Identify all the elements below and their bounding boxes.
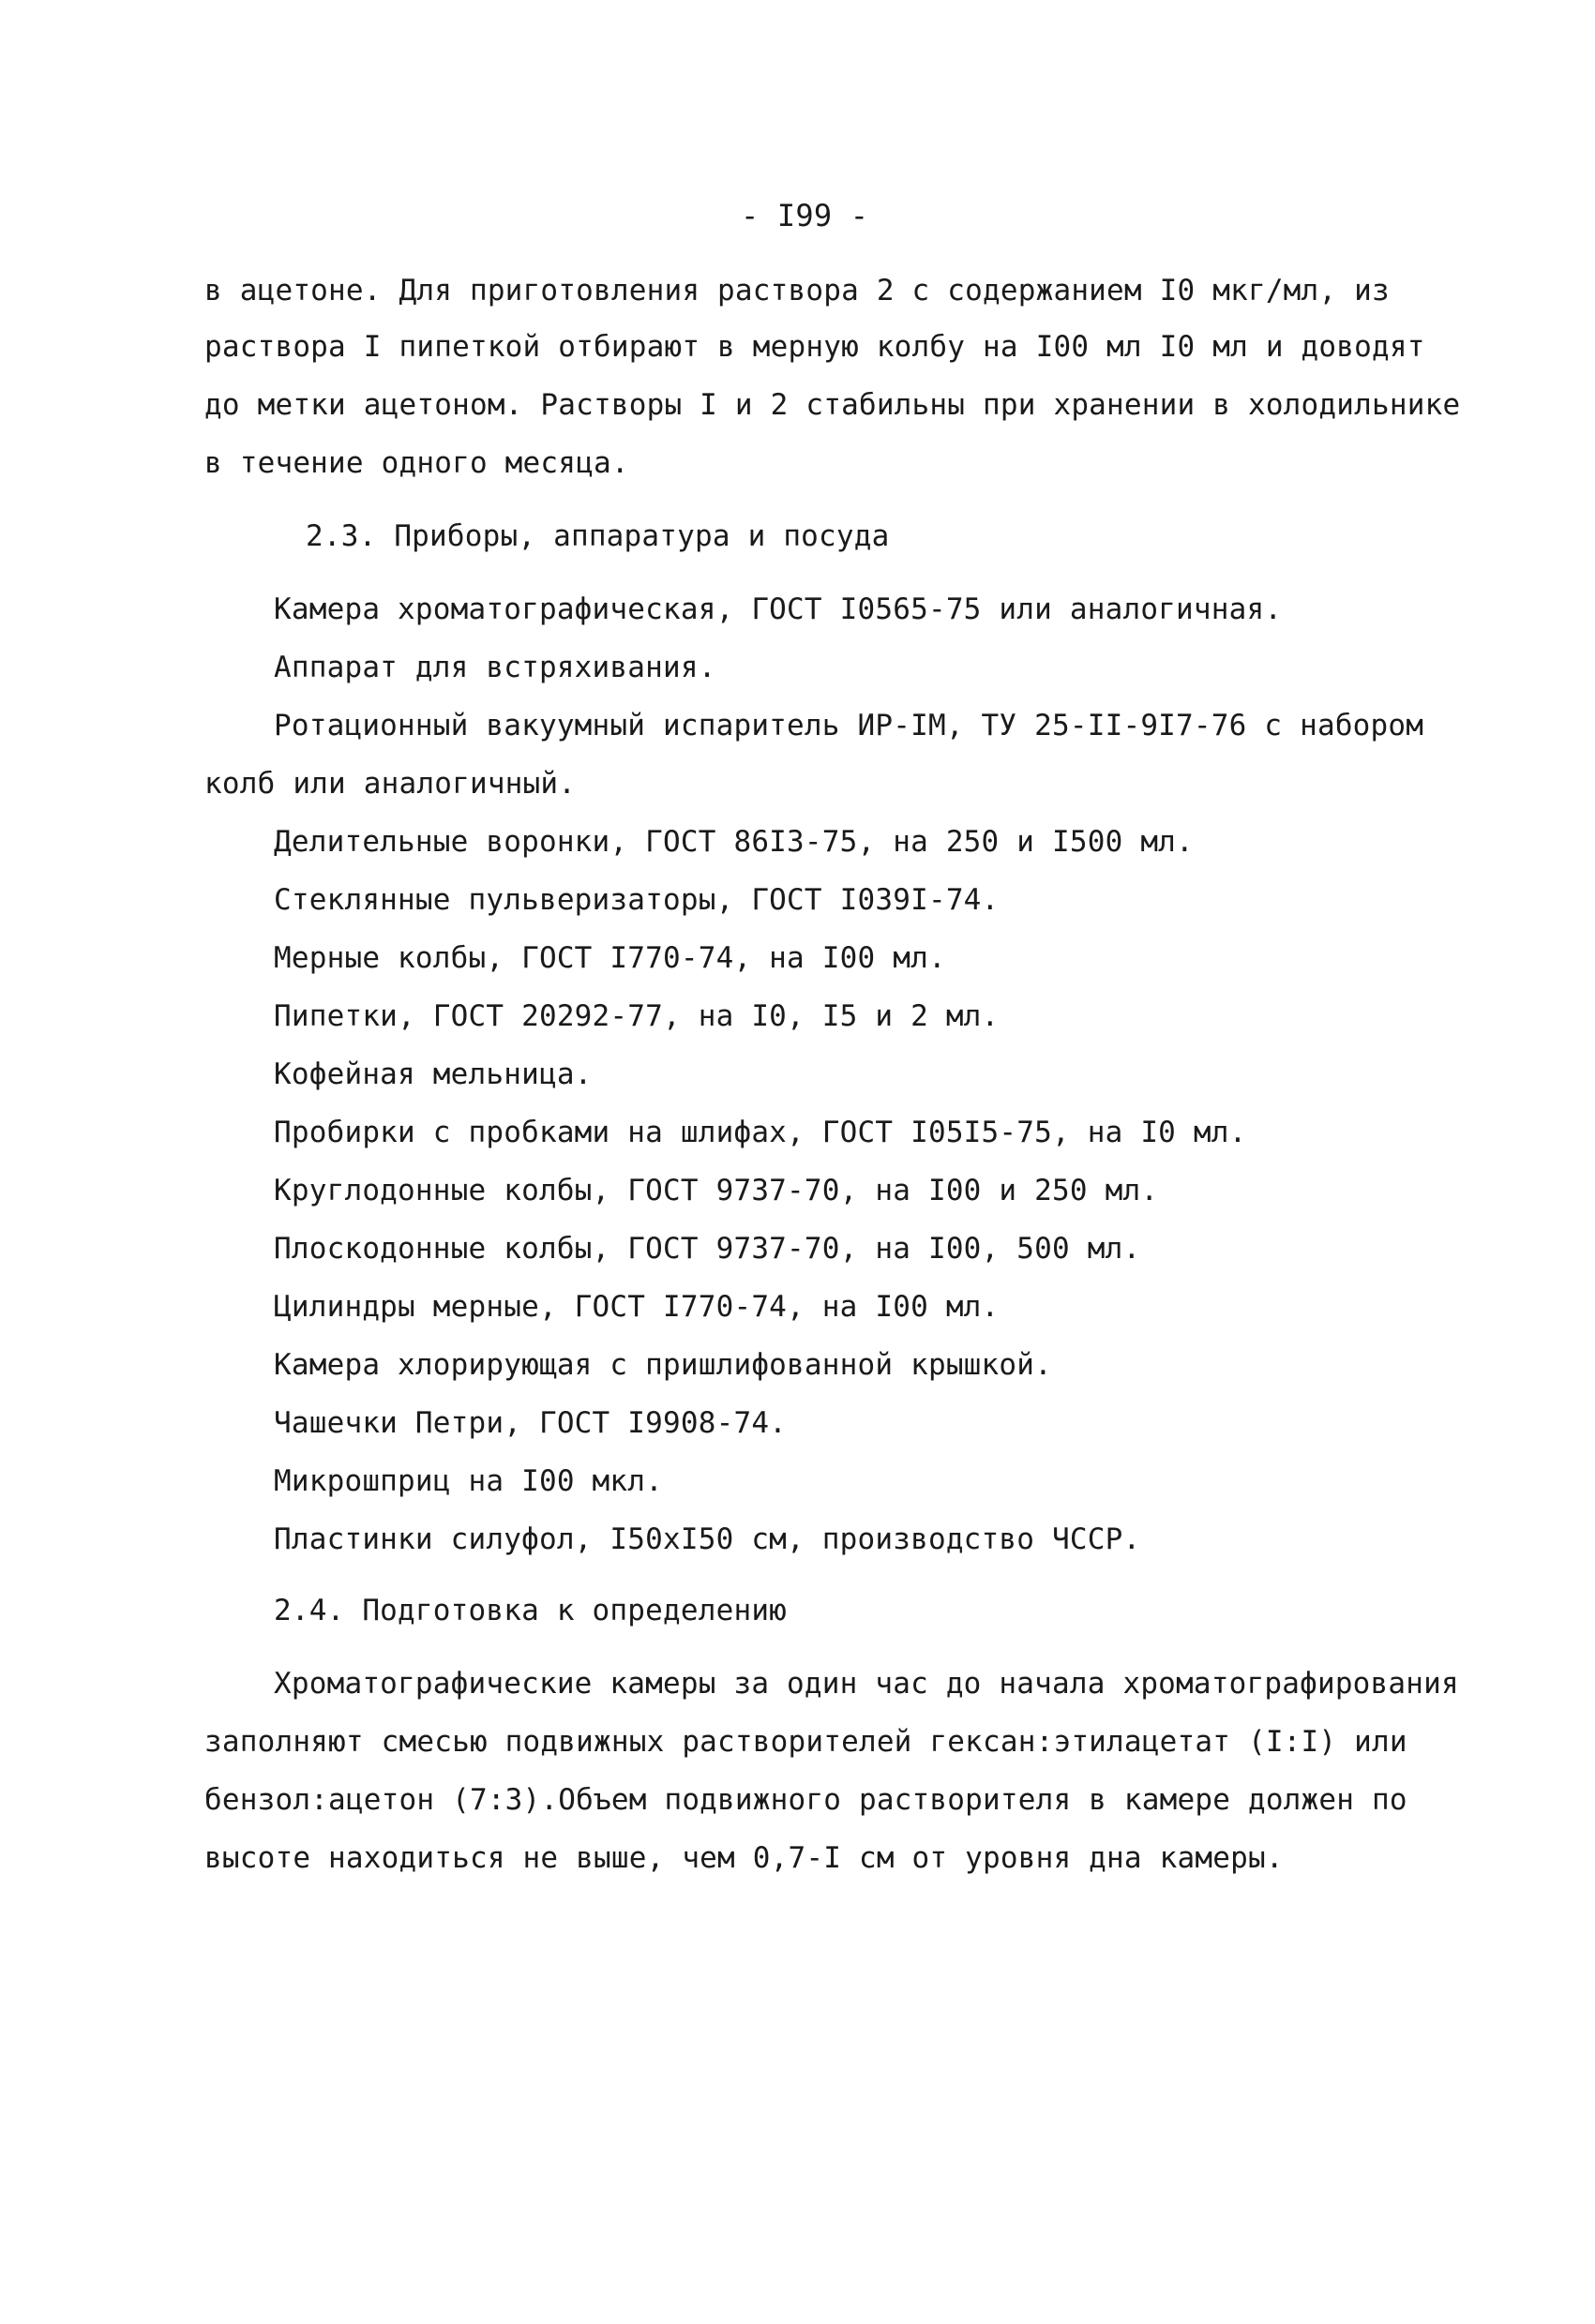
list-item: Пипетки, ГОСТ 20292-77, на I0, I5 и 2 мл. xyxy=(274,999,1000,1033)
list-item: Чашечки Петри, ГОСТ I9908-74. xyxy=(274,1406,788,1440)
paragraph2-line-1: Хроматографические камеры за один час до начала хроматографирования xyxy=(274,1667,1459,1701)
list-item: Ротационный вакуумный испаритель ИР-IМ, ТУ 25-II-9I7-76 с набором xyxy=(274,709,1424,742)
section-2-4-heading: 2.4. Подготовка к определению xyxy=(274,1594,788,1627)
list-item: Пластинки силуфол, I50хI50 см, производство ЧССР. xyxy=(274,1522,1141,1556)
paragraph1-line-2: раствора I пипеткой отбирают в мерную колбу на I00 мл I0 мл и доводят xyxy=(204,330,1425,364)
page-number: - I99 - xyxy=(741,198,869,233)
paragraph2-line-2: заполняют смесью подвижных растворителей гексан:этилацетат (I:I) или xyxy=(204,1725,1407,1759)
list-item: Пробирки с пробками на шлифах, ГОСТ I05I5-75, на I0 мл. xyxy=(274,1116,1247,1149)
list-item: Плоскодонные колбы, ГОСТ 9737-70, на I00, 500 мл. xyxy=(274,1232,1141,1266)
list-item: Цилиндры мерные, ГОСТ I770-74, на I00 мл. xyxy=(274,1290,1000,1324)
paragraph1-line-3: до метки ацетоном. Растворы I и 2 стабильны при хранении в холодильнике xyxy=(204,388,1461,422)
list-item: Стеклянные пульверизаторы, ГОСТ I039I-74. xyxy=(274,883,1000,917)
paragraph2-line-4: высоте находиться не выше, чем 0,7-I см от уровня дна камеры. xyxy=(204,1841,1284,1875)
list-item: Аппарат для встряхивания. xyxy=(274,651,716,684)
paragraph1-line-1: в ацетоне. Для приготовления раствора 2 с содержанием I0 мкг/мл, из xyxy=(204,274,1390,307)
paragraph1-line-4: в течение одного месяца. xyxy=(204,446,629,480)
list-item: Камера хлорирующая с пришлифованной крышкой. xyxy=(274,1348,1052,1382)
list-item: Камера хроматографическая, ГОСТ I0565-75 или аналогичная. xyxy=(274,592,1283,626)
list-item: Делительные воронки, ГОСТ 86I3-75, на 250 и I500 мл. xyxy=(274,825,1194,859)
list-item: Мерные колбы, ГОСТ I770-74, на I00 мл. xyxy=(274,941,946,975)
list-item: Микрошприц на I00 мкл. xyxy=(274,1464,663,1498)
list-item: Кофейная мельница. xyxy=(274,1057,593,1091)
paragraph2-line-3: бензол:ацетон (7:3).Объем подвижного растворителя в камере должен по xyxy=(204,1783,1407,1817)
list-item-continuation: колб или аналогичный. xyxy=(204,767,577,801)
section-2-3-heading: 2.3. Приборы, аппаратура и посуда xyxy=(306,519,890,553)
list-item: Круглодонные колбы, ГОСТ 9737-70, на I00 и 250 мл. xyxy=(274,1174,1159,1207)
